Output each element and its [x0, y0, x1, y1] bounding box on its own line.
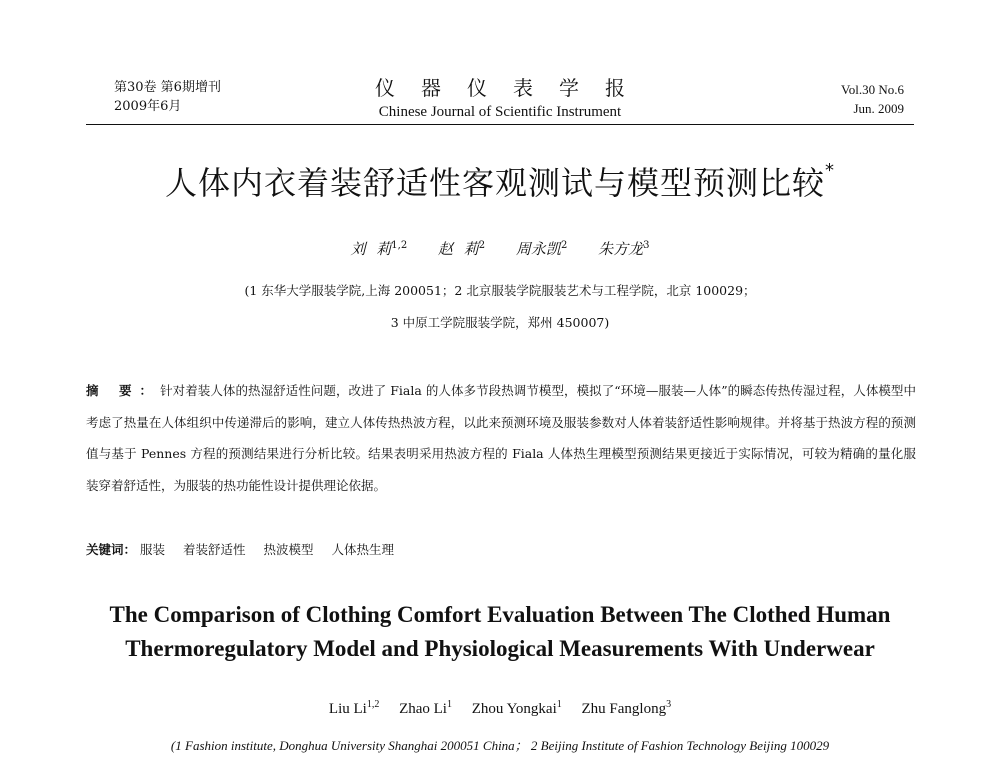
title-cn-text: 人体内衣着装舒适性客观测试与模型预测比较 — [164, 164, 825, 202]
author-en — [582, 701, 672, 717]
author-cn-name: 赵 莉 — [437, 240, 479, 258]
author-en-name: Zhu Fanglong — [581, 701, 667, 717]
volume-cn: 第30卷 第6期增刊 — [114, 80, 221, 95]
authors-cn — [0, 238, 1000, 259]
abstract — [86, 375, 916, 501]
title-en-line2: Thermoregulatory Model and Physiological Measurements With Underwear — [125, 636, 875, 661]
keyword: 人体热生理 — [331, 542, 395, 557]
author-en — [329, 701, 379, 717]
title-note-mark: * — [825, 160, 835, 182]
affiliation-en: (1 Fashion institute, Donghua University Shanghai 200051 China； 2 Beijing Institute of Fashion Technology Beijing 100029 — [170, 738, 830, 753]
journal-name-en: Chinese Journal of Scientific Instrument — [378, 104, 622, 120]
header-rule — [86, 124, 914, 125]
date-cn: 2009年6月 — [114, 99, 182, 114]
author-cn-aff: 2 — [478, 240, 486, 251]
author-cn — [516, 240, 567, 258]
journal-name-cn: 仪器仪表学报 — [375, 76, 651, 100]
author-cn — [351, 240, 408, 258]
author-cn-aff: 2 — [560, 240, 568, 251]
affiliation-cn-line2: 3 中原工学院服装学院，郑州 450007) — [390, 315, 610, 330]
author-cn-name: 刘 莉 — [350, 240, 392, 258]
abstract-text: 针对着装人体的热湿舒适性问题，改进了 Fiala 的人体多节段热调节模型，模拟了“环境—服装—人体”的瞬态传热传湿过程，人体模型中考虑了热量在人体组织中传递滞后的影响，建立人体传热热波方程，以此来预测环境及服装参数对人体着装舒适性影响规律。并将基于热波方程的预测值与基于 Pennes 方程的预测结果进行分析比较。结果表明采用热波方程的 Fiala 人体热生理模型预测结果更接近于实际情况，可较为精确的量化服装穿着舒适性，为服装的热功能性设计提供理论依据。 — [86, 383, 916, 493]
author-cn-name: 朱方龙 — [598, 240, 644, 258]
author-en-aff: 1 — [556, 699, 562, 710]
journal-header — [86, 76, 914, 120]
keyword: 热波模型 — [263, 542, 314, 557]
author-en-aff: 3 — [666, 699, 672, 710]
author-en-name: Liu Li — [328, 701, 367, 717]
keywords-label: 关键词： — [86, 542, 137, 557]
date-en: Jun. 2009 — [853, 101, 904, 116]
author-cn — [438, 240, 485, 258]
paper-title-cn — [0, 158, 1000, 204]
keyword: 着装舒适性 — [183, 542, 246, 557]
author-cn — [598, 240, 649, 258]
author-en-name: Zhou Yongkai — [471, 701, 557, 717]
header-right — [841, 80, 904, 118]
authors-en — [0, 699, 1000, 718]
header-center — [86, 76, 914, 122]
title-en-line1: The Comparison of Clothing Comfort Evaluation Between The Clothed Human — [109, 602, 891, 627]
author-cn-aff: 3 — [643, 240, 650, 251]
author-en — [399, 701, 452, 717]
keyword: 服装 — [140, 542, 166, 557]
paper-title-en — [0, 598, 1000, 666]
volume-en: Vol.30 No.6 — [841, 82, 904, 97]
author-en — [472, 701, 562, 717]
abstract-label: 摘 要： — [86, 383, 161, 398]
affiliation-cn-line1: (1 东华大学服装学院,上海 200051；2 北京服装学院服装艺术与工程学院，北京 100029； — [244, 283, 756, 298]
keywords — [86, 540, 916, 558]
author-en-name: Zhao Li — [399, 701, 447, 717]
author-en-aff: 1 — [446, 699, 452, 710]
author-en-aff: 1,2 — [366, 699, 380, 710]
author-cn-aff: 1,2 — [391, 240, 408, 251]
author-cn-name: 周永凯 — [515, 240, 561, 258]
